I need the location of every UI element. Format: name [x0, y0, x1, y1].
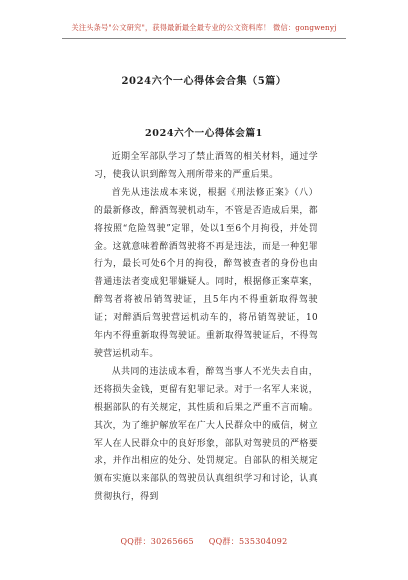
paragraph: 从共同的违法成本看，醉驾当事人不光失去自由，还将损失金钱，更留有犯罪记录。对于一名军人来说，根据部队的有关规定，其性质和后果之严重不言而喻。其次，为了维护解放军在广大人民群众中的威信，树立军人在人民群众中的良好形象，部队对驾驶员的严格要求，并作出相应的处分、处罚规定。自部队的相关规定颁布实施以来部队的驾驶员认真组织学习和讨论，认真贯彻执行，得到 — [94, 366, 318, 503]
document-body — [94, 149, 318, 507]
footer-qq-group-2: QQ群：535304092 — [208, 537, 288, 546]
document-title: 2024六个一心得体会合集（5篇） — [121, 76, 287, 87]
paragraph: 近期全军部队学习了禁止酒驾的相关材料，通过学习，使我认识到醉驾入刑所带来的严重后果。 — [94, 152, 318, 180]
section-title: 2024六个一心得体会篇1 — [145, 128, 263, 139]
header-note: 关注头条号"公文研究"，获得最新最全最专业的公文资料库！ 微信：gongwenyj — [71, 23, 337, 32]
header-divider — [62, 38, 346, 39]
footer-qq-group-1: QQ群：30265665 — [120, 537, 194, 546]
paragraph: 首先从违法成本来说，根据《刑法修正案》（八）的最新修改，醉酒驾驶机动车，不管是否造成后果，都将按照“危险驾驶”定罪，处以1至6个月拘役，并处罚金。这就意味着醉酒驾驶将不再是违法，而是一种犯罪行为，最长可处6个月的拘役，醉驾被查者的身份也由普通违法者变成犯罪嫌疑人。同时，根据修正案草案，醉驾者将被吊销驾驶证，且5年内不得重新取得驾驶证；对醉酒后驾驶营运机动车的，将吊销驾驶证，10年内不得重新取得驾驶证。重新取得驾驶证后，不得驾驶营运机动车。 — [94, 187, 318, 359]
footer — [0, 536, 408, 547]
